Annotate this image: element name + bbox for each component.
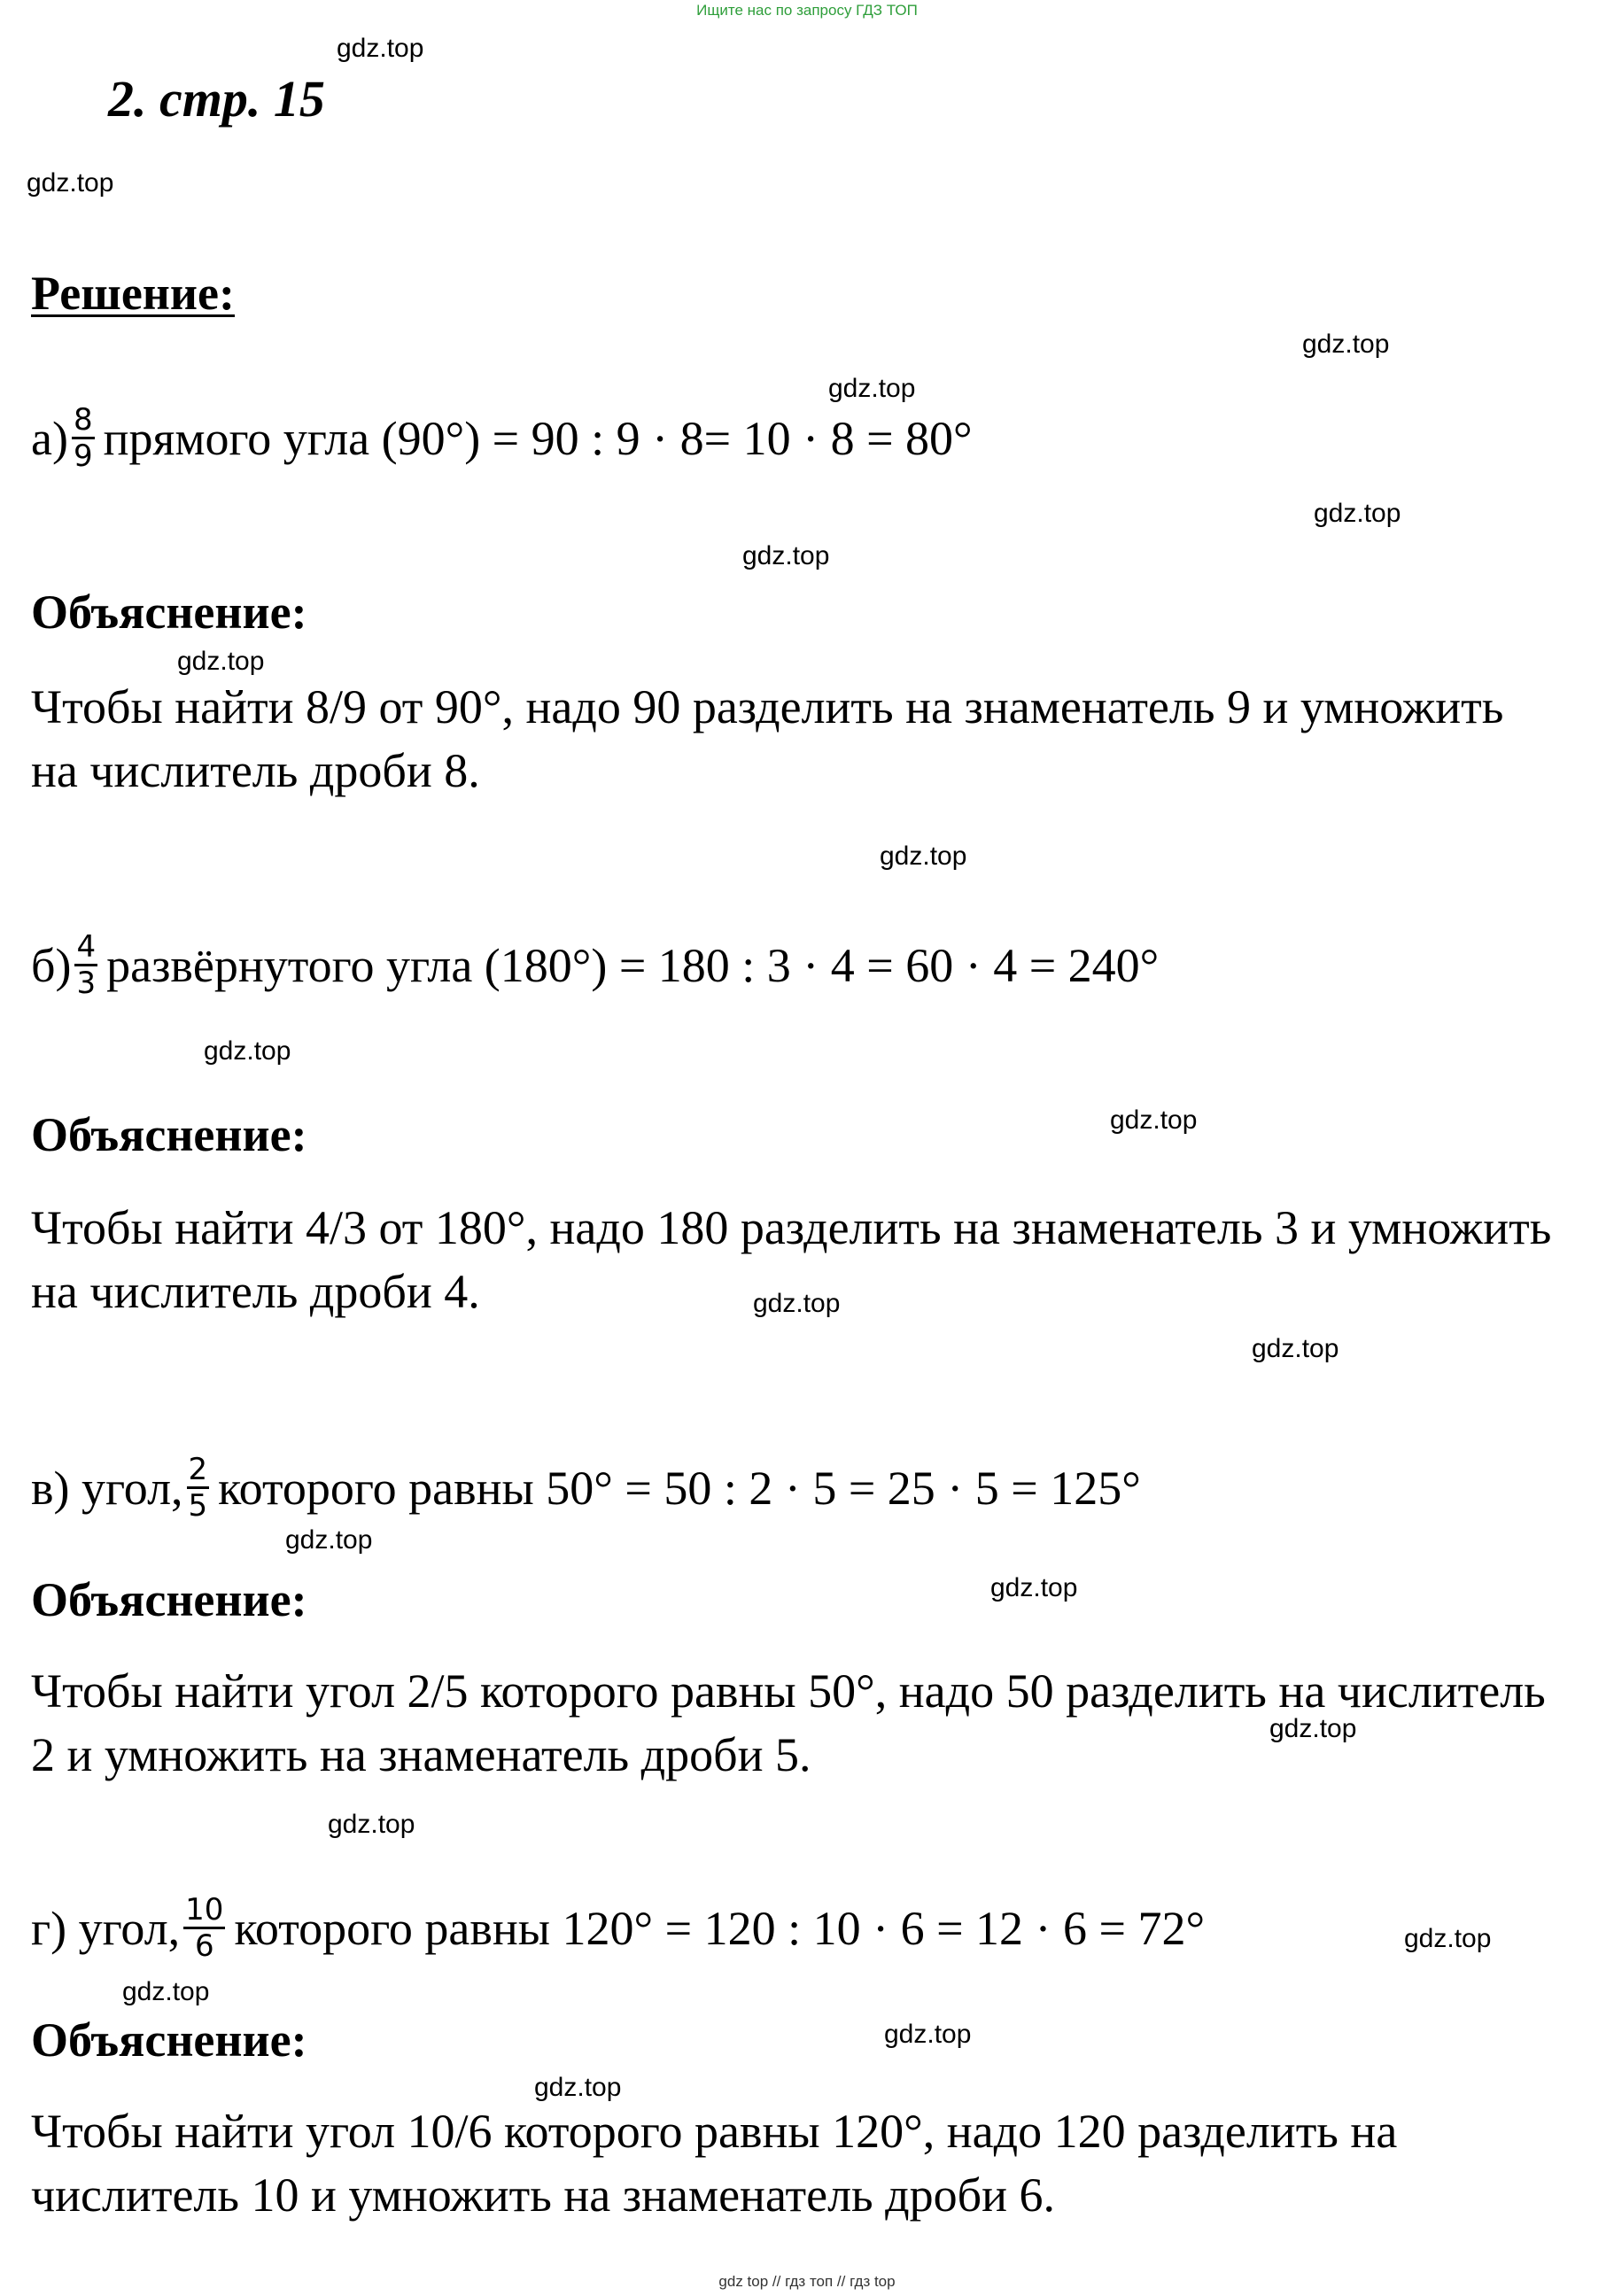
solution-line-a [31, 403, 973, 473]
fraction-denominator: 5 [188, 1488, 208, 1524]
solution-line-d [31, 1893, 1205, 1963]
watermark: gdz.top [884, 2020, 972, 2049]
line-expression: которого равны 120° = 120 : 10 · 6 = 12 · 6 = 72° [234, 1901, 1206, 1955]
line-prefix: б) [31, 938, 72, 992]
watermark: gdz.top [337, 34, 424, 63]
watermark: gdz.top [1110, 1105, 1198, 1135]
watermark: gdz.top [328, 1810, 415, 1839]
explanation-text-d: Чтобы найти угол 10/6 которого равны 120°, надо 120 разделить на числитель 10 и умножить на знаменатель дроби 6. [31, 2105, 1398, 2222]
explanation-text-c: Чтобы найти угол 2/5 которого равны 50°, надо 50 разделить на числитель 2 и умножить на знаменатель дроби 5. [31, 1664, 1546, 1781]
watermark: gdz.top [1252, 1334, 1339, 1363]
fraction-denominator: 3 [76, 966, 97, 1001]
search-banner: Ищите нас по запросу ГДЗ ТОП [696, 2, 918, 19]
line-prefix: в) угол, [31, 1461, 183, 1515]
fraction [72, 403, 95, 473]
solution-line-b [31, 930, 1159, 1000]
watermark: gdz.top [27, 168, 114, 198]
explanation-heading-b: Объяснение: [31, 1108, 307, 1161]
explanation-text-b: Чтобы найти 4/3 от 180°, надо 180 разделить на знаменатель 3 и умножить на числитель дроби 4. [31, 1201, 1552, 1318]
watermark: gdz.top [534, 2073, 622, 2102]
fraction [183, 1893, 225, 1963]
line-expression: которого равны 50° = 50 : 2 · 5 = 25 · 5 = 125° [218, 1461, 1141, 1515]
solution-line-c [31, 1453, 1141, 1523]
watermark: gdz.top [1404, 1924, 1492, 1953]
line-expression: развёрнутого угла (180°) = 180 : 3 · 4 = 60 · 4 = 240° [106, 938, 1160, 992]
watermark: gdz.top [742, 541, 830, 570]
watermark: gdz.top [880, 842, 967, 871]
explanation-text-a: Чтобы найти 8/9 от 90°, надо 90 разделить на знаменатель 9 и умножить на числитель дроби 8. [31, 680, 1504, 797]
watermark: gdz.top [122, 1977, 210, 2006]
fraction-denominator: 6 [194, 1928, 214, 1964]
watermark: gdz.top [990, 1573, 1078, 1602]
explanation-heading-c: Объяснение: [31, 1573, 307, 1626]
fraction-numerator: 8 [73, 402, 93, 438]
watermark: gdz.top [753, 1289, 841, 1318]
watermark: gdz.top [204, 1036, 291, 1066]
watermark: gdz.top [1269, 1714, 1357, 1743]
watermark: gdz.top [828, 374, 916, 403]
watermark: gdz.top [1314, 499, 1401, 528]
fraction-numerator: 2 [188, 1452, 208, 1487]
footer-watermark: gdz top // гдз топ // гдз top [718, 2273, 896, 2290]
fraction-numerator: 10 [185, 1892, 224, 1928]
solution-heading: Решение: [31, 267, 235, 320]
fraction [187, 1453, 210, 1523]
line-prefix: г) угол, [31, 1901, 181, 1955]
watermark: gdz.top [285, 1525, 373, 1555]
explanation-heading-d: Объяснение: [31, 2013, 307, 2067]
fraction-numerator: 4 [76, 929, 97, 965]
fraction [74, 930, 97, 1000]
explanation-heading-a: Объяснение: [31, 586, 307, 639]
task-title: 2. стр. 15 [108, 70, 325, 128]
line-prefix: а) [31, 411, 68, 465]
line-expression: прямого угла (90°) = 90 : 9 · 8= 10 · 8 = 80° [103, 411, 973, 465]
watermark: gdz.top [1302, 330, 1390, 359]
watermark: gdz.top [177, 647, 265, 676]
fraction-denominator: 9 [73, 438, 93, 474]
